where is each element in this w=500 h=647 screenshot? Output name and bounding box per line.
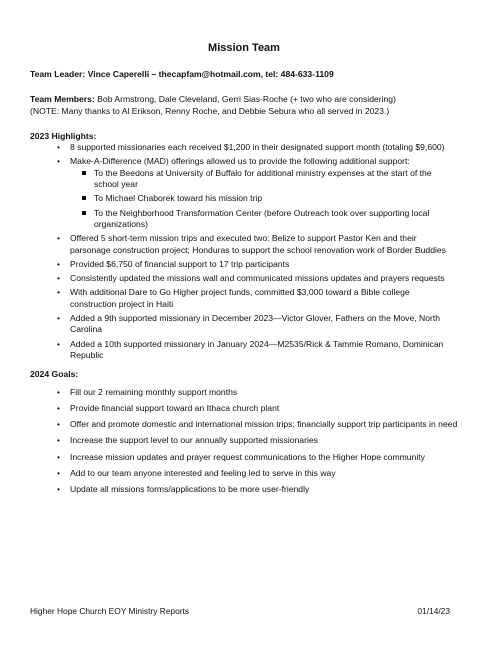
- team-members-text: Bob Armstrong, Dale Cleveland, Gerri Sias-Roche (+ two who are considering): [94, 94, 396, 105]
- footer-title: Higher Hope Church EOY Ministry Reports: [30, 606, 190, 616]
- page-title: Mission Team: [208, 42, 280, 54]
- sub-list-item: To the Neighborhood Transformation Center (before Outreach took over supporting local organizations): [94, 208, 458, 231]
- list-item: • With additional Dare to Go Higher project funds, committed $3,000 toward a Bible college construction project in Haiti: [70, 287, 458, 310]
- team-note: (NOTE: Many thanks to Al Erikson, Renny Roche, and Debbie Sebura who all served in 2023.): [30, 105, 390, 116]
- list-item: • Update all missions forms/applications to be more user-friendly: [70, 484, 458, 495]
- list-item: • Offered 5 short-term mission trips and executed two: Belize to support Pastor Ken and their parsonage construction project; Honduras to support the school renovation work of Border Buddies: [70, 233, 458, 256]
- list-item: • 8 supported missionaries each received $1,200 in their designated support month (totaling $9,600): [70, 142, 458, 153]
- list-item: • Offer and promote domestic and international mission trips; financially support trip participants in need: [70, 419, 458, 430]
- team-members: [30, 94, 458, 105]
- list-item: • Provide financial support toward an Ithaca church plant: [70, 403, 458, 414]
- sub-list-item: To Michael Chaborek toward his mission trip: [94, 193, 458, 204]
- list-item: • Increase mission updates and prayer request communications to the Higher Hope community: [70, 452, 458, 463]
- list-item: • Added a 10th supported missionary in January 2024—M2535/Rick & Tammie Romano, Dominican Republic: [70, 339, 458, 362]
- team-leader: Team Leader: Vince Caperelli – thecapfam@hotmail.com, tel: 484-633-1109: [30, 69, 334, 79]
- highlights-list: [30, 142, 458, 361]
- list-item: • Added a 9th supported missionary in December 2023—Victor Glover, Fathers on the Move, North Carolina: [70, 313, 458, 336]
- list-item-text: Make-A-Difference (MAD) offerings allowed us to provide the following additional support:: [70, 156, 410, 167]
- goals-heading: 2024 Goals:: [30, 369, 79, 380]
- list-item: [70, 156, 458, 230]
- page-footer: [30, 606, 450, 617]
- mad-support-list: [70, 168, 458, 230]
- team-members-label: Team Members:: [30, 94, 95, 105]
- list-item: • Increase the support level to our annually supported missionaries: [70, 435, 458, 446]
- footer-date: 01/14/23: [417, 606, 450, 616]
- list-item: • Add to our team anyone interested and feeling led to serve in this way: [70, 468, 458, 479]
- highlights-heading: 2023 Highlights:: [30, 130, 97, 141]
- goals-list: [30, 387, 458, 496]
- list-item: • Fill our 2 remaining monthly support months: [70, 387, 458, 398]
- list-item: • Consistently updated the missions wall and communicated missions updates and prayers requests: [70, 273, 458, 284]
- list-item: • Provided $6,750 of financial support to 17 trip participants: [70, 259, 458, 270]
- sub-list-item: To the Beedons at University of Buffalo for additional ministry expenses at the start of the school year: [94, 168, 458, 191]
